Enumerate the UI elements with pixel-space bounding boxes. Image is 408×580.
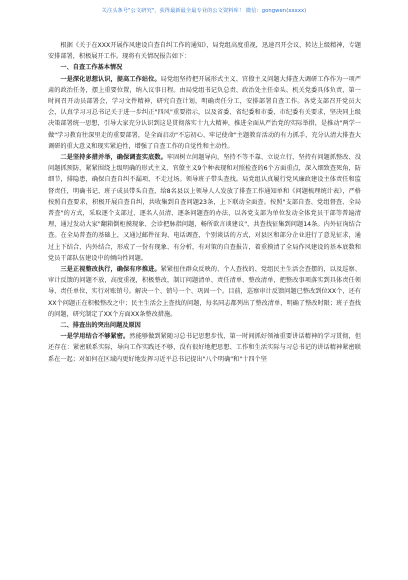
- paragraph-3-lead: 三是正视整改执行，确保有序推进。: [60, 266, 161, 274]
- paragraph-2-body: 牢固树立问题导向，坚持不等不靠、立说立行，坚持有问题抓整改、没问题抓预防，紧紧围绕上级明确的形式主义、官僚主义9个种表现和对照检查的6个方面重点，深入细致查死角，防细节，排隐患，确保自查自纠不漏项，不走过场。领导班子带头查找。局党组认真履行党风廉政建设主体责任和监督责任，明确书记、班子成员带头自查，给8名县以上领导人人发放了排查工作通知单和《问题梳理统计表》，严格按照自查要求，积极开展自查自纠，共收集到自查问题23条，上下联动全面查。按照"支部自查、党组督查、全局普查"的方式，采取逐个支部过、逐名人员清、逐条问题查的办法，以各党支部为单位发动全体党员干部等普遍清理，通过发动大家"翻箱倒柜摸现象、会诊把脉指问题，畅所欲言谈建议"，共查找征集到问题14条。内外征询结合查。在全局普查的基础上，又通过邮件征询、电话调查，个别谈话的方式，对县区和部分企业进行了意见征求，通过上下结合、内外结合，形成了一份有现象、有分析，有对策的自查报告，着重摸清了全局作风建设的基本底数和党员干部队伍建设中的倾向性问题。: [48, 154, 362, 262]
- paragraph-1-lead: 一是深化思想认识，提高工作站位。: [60, 75, 161, 83]
- paragraph-3: [48, 264, 361, 320]
- paragraph-4: [48, 331, 361, 365]
- paragraph-4-lead: 一是学用结合不够紧密。: [60, 333, 130, 341]
- banner-text: 关注头条号"公文研究"，获得最新最全最专业的公文资料库！ 微信：gongwen(xxxxx): [101, 8, 307, 14]
- document-body: [48, 40, 361, 365]
- paragraph-3-body: 紧紧扭住群众反映的、个人查找的、党组民主生活会查摆的，以及巡察、审计反馈的问题不放，高度重视，积极整改，制订问题清单、责任清单、整改清单，把整改事项落实到具体责任领导、责任单位，实行对账销号。解决一个、销号一个、巩固一个。目前，巡察审计反馈问题已整改到位XX个，还有XX个问题正在积极整改之中；民主生活会上查找的问题，每名同志都列出了整改清单，明确了整改时限；班子查找的问题，研究制定了XX个方面XX条整改措施。: [48, 266, 362, 318]
- paragraph-2: [48, 152, 361, 264]
- paragraph-1: [48, 74, 361, 152]
- paragraph-4-body: 然能够做到紧随习总书记思想步伐，第一时间抓好领袖重要讲话精神的学习贯彻，但还存在：紧密联系实际，导向工作实践还不够，没有很好地把思想、工作和生活实际与习总书记的讲话精神紧密联系在一起；对如何在区域内更好地发挥习近平总书记提出"八个明确"和"十四个坚: [48, 333, 362, 363]
- section-heading-1: 一、自查工作基本情况: [60, 64, 123, 72]
- paragraph-2-lead: 二是坚持多措并举，确保调查实底数。: [60, 154, 167, 162]
- intro-paragraph: 根据《关于在XXX开展作风建设自查自纠工作的通知》，局党组高度重视，迅速召开会议，转达上级精神，专题安排部署，积极展开工作。现将有关情况报告如下：: [48, 42, 361, 61]
- section-heading-2: 二、排查出的突出问题及原因: [60, 322, 141, 330]
- paragraph-1-body: 局党组坚持把开展形式主义、官僚主义问题大排查大调研工作作为一项严肃的政治任务，摆上重要位置，纳入议事日程。由局党组书记负总责、政治处主任牵头、机关党委具体负责，第一时间召开动员部署会，学习文件精神，研究自查计划，明确责任分工，安排部署自查工作。各党支部召开党员大会，认真学习习总书记关于进一步纠正"四风"重要指示，以及省委、省纪委和市委、市纪委有关要求，坚决同上级决策部署统一思想，引导大家充分认识到这是贯彻落实十九大精神，推进全面从严治党的实际举措，是推动"两学一做"学习教育往深里走的重要部署，是全面启动"不忘初心、牢记使命"主题教育活动的有力抓手，充分认清大排查大调研的重大意义和现实紧迫性，增强了自查工作的自觉性和主动性。: [48, 75, 362, 150]
- header-banner: [0, 0, 408, 26]
